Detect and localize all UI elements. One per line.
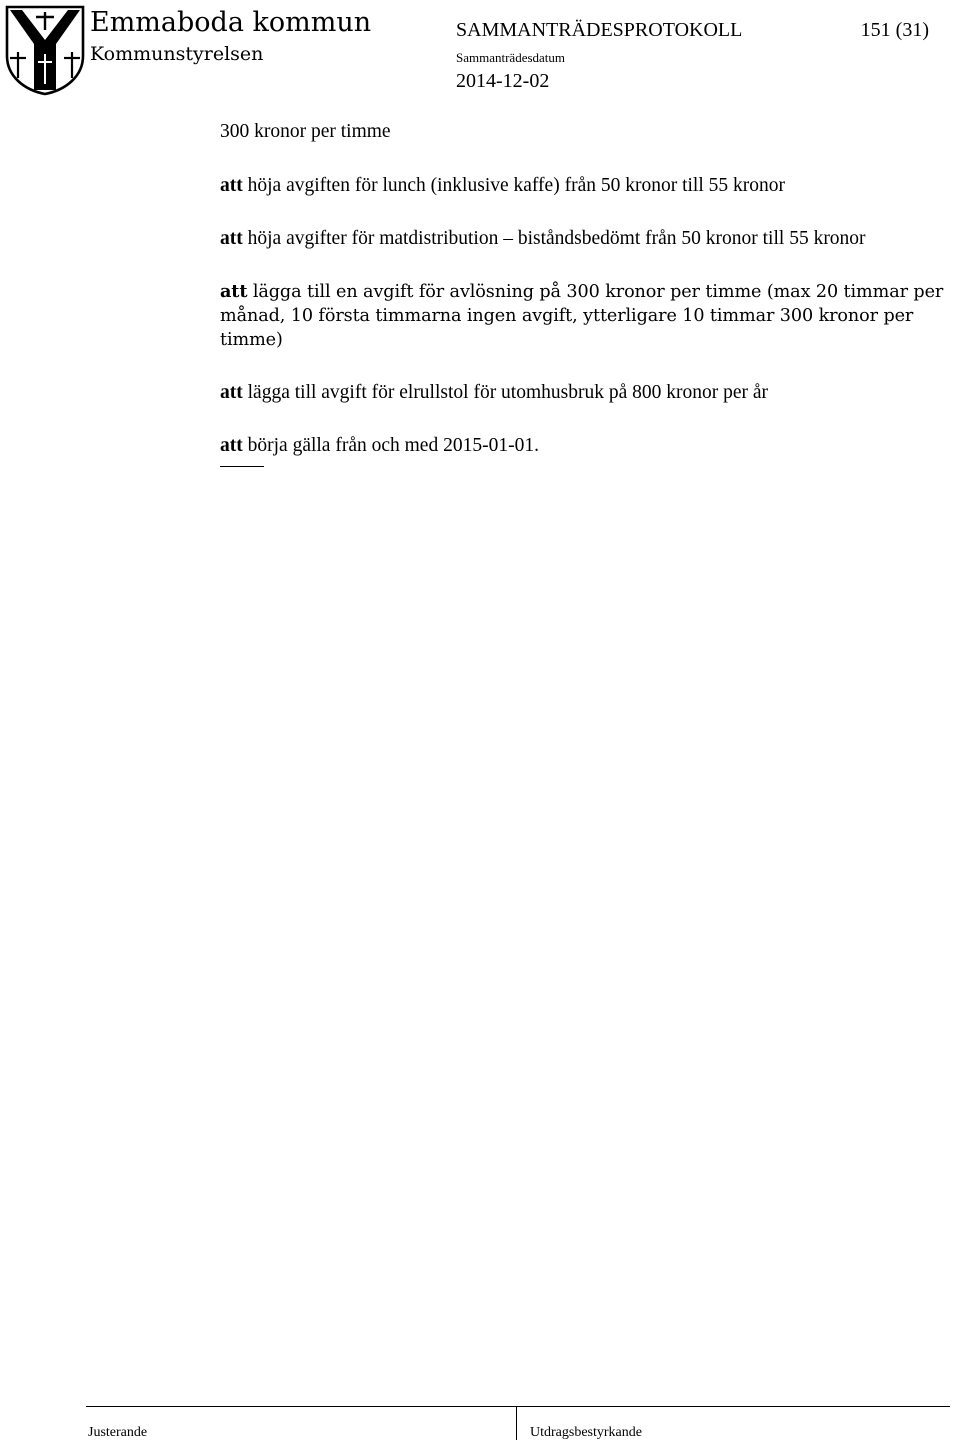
department-name: Kommunstyrelsen (90, 43, 264, 65)
organization-name: Emmaboda kommun (90, 7, 372, 38)
decision-item (220, 174, 948, 198)
decision-keyword: att (220, 281, 248, 302)
decision-keyword: att (220, 382, 243, 403)
decision-keyword: att (220, 228, 243, 249)
footer-divider (86, 1406, 950, 1407)
section-end-rule (220, 466, 264, 467)
decision-keyword: att (220, 175, 243, 196)
decision-item (220, 434, 948, 458)
decision-text: lägga till en avgift för avlösning på 300 kronor per timme (max 20 timmar per månad, 10 första timmarna ingen avgift, ytterligare 10 timmar 300 kronor per timme) (220, 282, 944, 350)
decision-item (220, 227, 948, 251)
decision-item (220, 280, 948, 352)
footer-label-justerande: Justerande (88, 1425, 148, 1440)
municipal-coat-of-arms-icon (4, 4, 86, 96)
protocol-body (220, 120, 948, 467)
decision-keyword: att (220, 435, 243, 456)
intro-line: 300 kronor per timme (220, 121, 391, 142)
decision-text: börja gälla från och med 2015-01-01. (242, 435, 539, 456)
decision-text: höja avgiften för lunch (inklusive kaffe) från 50 kronor till 55 kronor (242, 175, 785, 196)
footer-label-utdragsbestyrkande: Utdragsbestyrkande (530, 1425, 642, 1440)
decision-item (220, 381, 948, 405)
document-type: SAMMANTRÄDESPROTOKOLL (456, 19, 743, 41)
page-number: 151 (31) (860, 19, 929, 41)
decision-text: höja avgifter för matdistribution – biståndsbedömt från 50 kronor till 55 kronor (242, 228, 866, 249)
meeting-date-label: Sammanträdesdatum (456, 50, 566, 65)
decision-text: lägga till avgift för elrullstol för utomhusbruk på 800 kronor per år (242, 382, 769, 403)
meeting-date-value: 2014-12-02 (456, 70, 550, 92)
footer-separator (516, 1407, 517, 1440)
